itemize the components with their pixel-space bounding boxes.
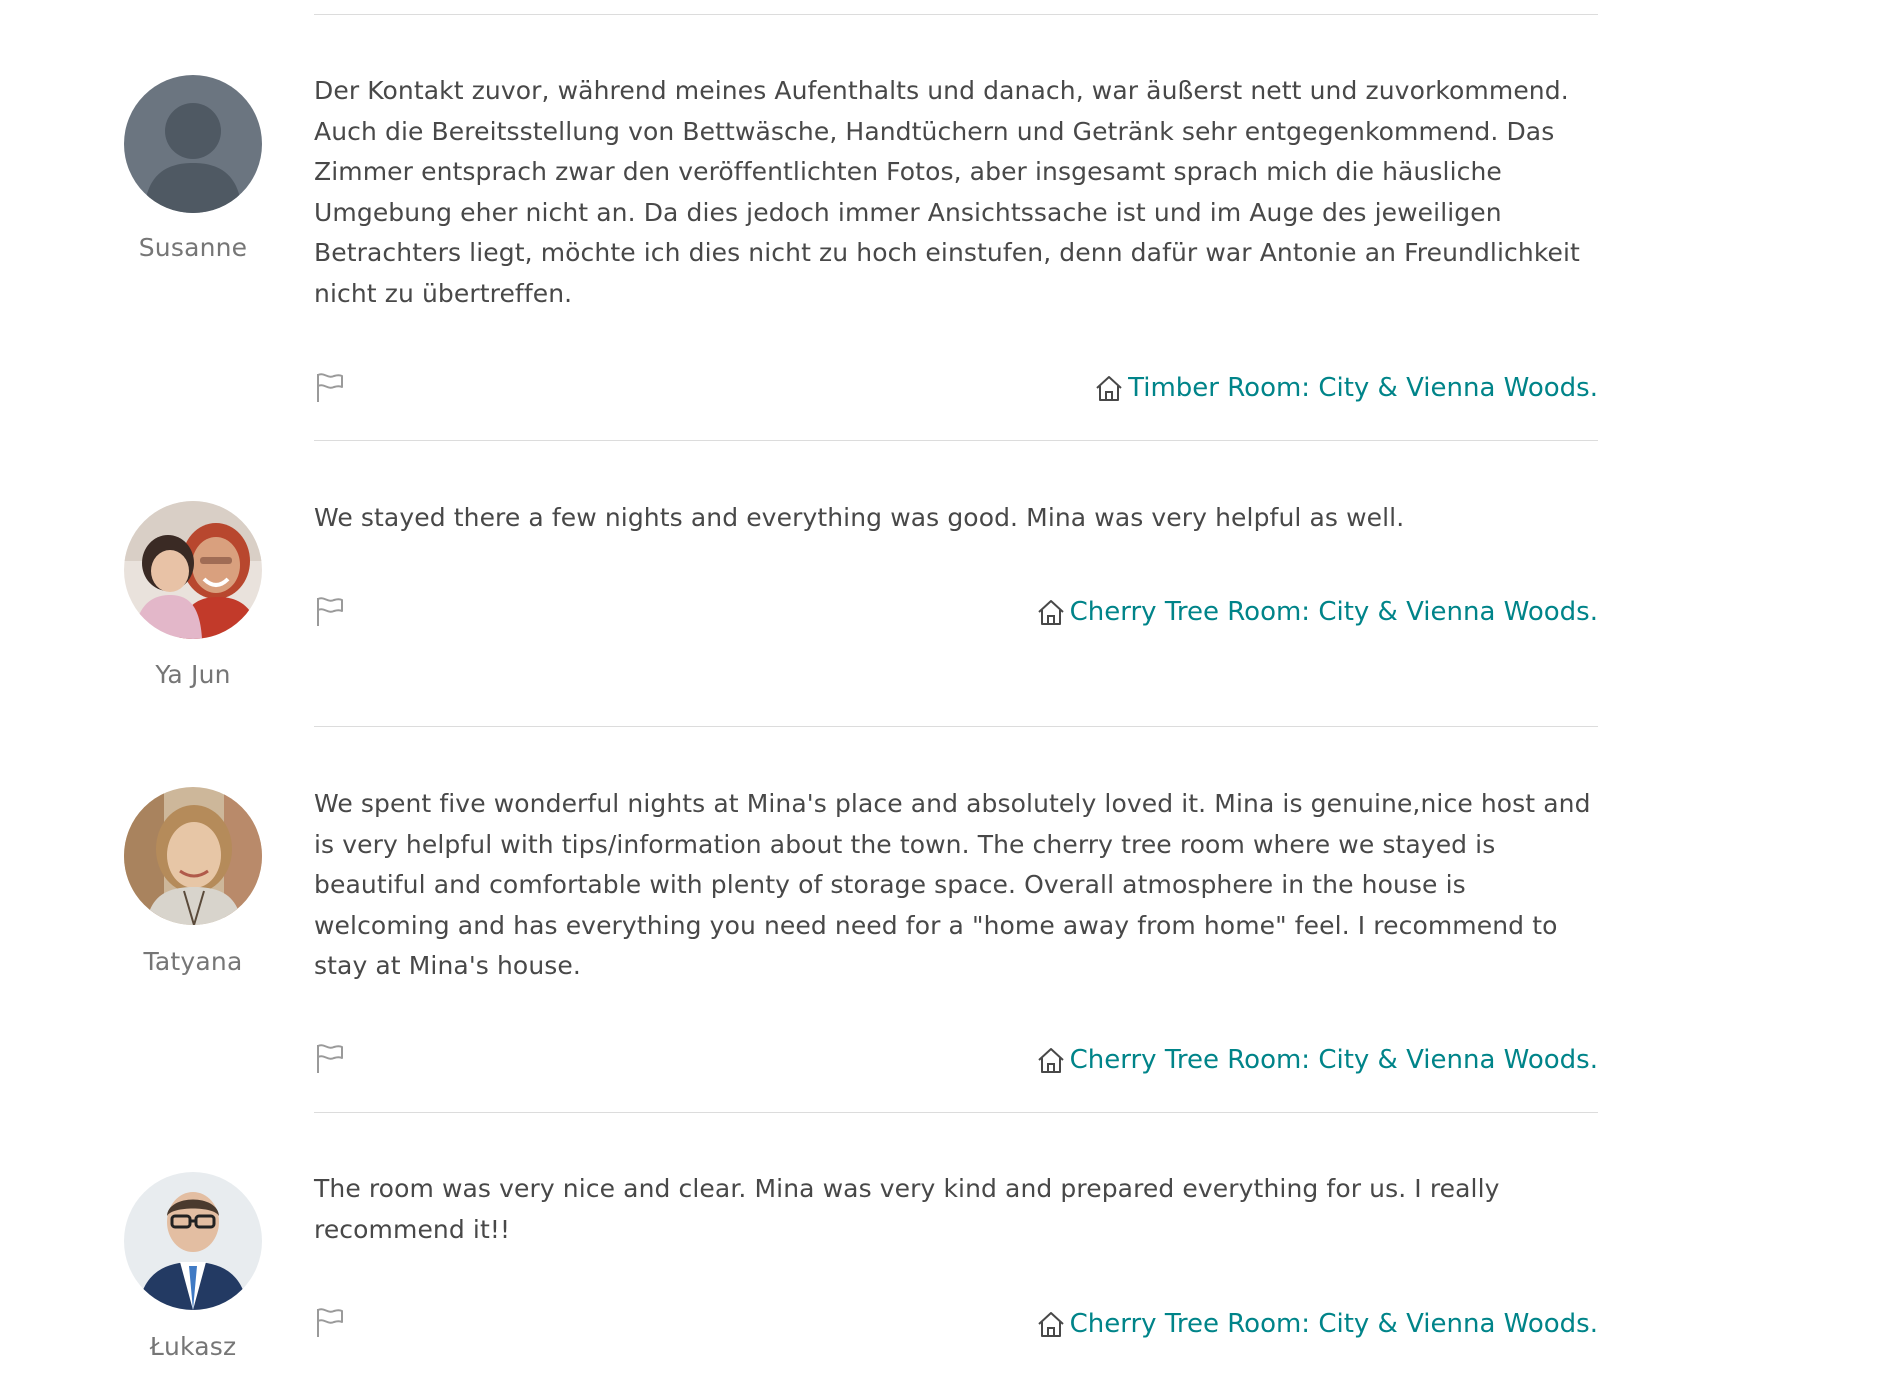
reviewer-name[interactable]: Ya Jun	[155, 660, 231, 689]
home-icon	[1036, 1045, 1066, 1075]
flag-icon[interactable]	[314, 1041, 346, 1075]
reviewer-name[interactable]: Tatyana	[143, 947, 243, 976]
listing-link-label: Cherry Tree Room: City & Vienna Woods.	[1069, 1309, 1598, 1339]
flag-icon[interactable]	[314, 1305, 346, 1339]
reviewer-photo	[124, 501, 262, 639]
review-text: We spent five wonderful nights at Mina's place and absolutely loved it. Mina is genuine,nice host and is very helpful with tips/information about the town. The cherry tree room where we stayed is beautiful and comfortable with plenty of storage space. Overall atmosphere in the house is welcoming and has everything you need need for a "home away from home" feel. I recommend to stay at Mina's house.	[314, 789, 1591, 980]
listing-link-label: Cherry Tree Room: City & Vienna Woods.	[1069, 1045, 1598, 1075]
review-text: We stayed there a few nights and everything was good. Mina was very helpful as well.	[314, 503, 1405, 532]
listing-link-label: Timber Room: City & Vienna Woods.	[1128, 373, 1598, 403]
divider	[314, 726, 1598, 727]
divider	[314, 14, 1598, 15]
reviewer-name[interactable]: Susanne	[138, 233, 248, 262]
listing-link-label: Cherry Tree Room: City & Vienna Woods.	[1069, 597, 1598, 627]
avatar[interactable]	[124, 75, 262, 213]
flag-icon[interactable]	[314, 594, 346, 628]
listing-link[interactable]	[1036, 1309, 1598, 1339]
reviewer-name[interactable]: Łukasz	[149, 1332, 237, 1361]
review-text: The room was very nice and clear. Mina was very kind and prepared everything for us. I really recommend it!!	[314, 1174, 1500, 1244]
review-text: Der Kontakt zuvor, während meines Aufenthalts und danach, war äußerst nett und zuvorkommend. Auch die Bereitsstellung von Bettwäsche, Handtüchern und Getränk sehr entgegenkommend. Das Zimmer entsprach zwar den veröffentlichten Fotos, aber insgesamt sprach mich die häusliche Umgebung eher nicht an. Da dies jedoch immer Ansichtssache ist und im Auge des jeweiligen Betrachters liegt, möchte ich dies nicht zu hoch einstufen, denn dafür war Antonie an Freundlichkeit nicht zu übertreffen.	[314, 76, 1580, 308]
avatar[interactable]	[124, 787, 262, 925]
listing-link[interactable]	[1094, 373, 1598, 403]
divider	[314, 440, 1598, 441]
divider	[314, 1112, 1598, 1113]
listing-link[interactable]	[1036, 1045, 1598, 1075]
reviewer-photo	[124, 787, 262, 925]
home-icon	[1036, 597, 1066, 627]
flag-icon[interactable]	[314, 370, 346, 404]
avatar[interactable]	[124, 501, 262, 639]
reviewer-photo	[124, 1172, 262, 1310]
home-icon	[1036, 1309, 1066, 1339]
home-icon	[1094, 373, 1124, 403]
listing-link[interactable]	[1036, 597, 1598, 627]
default-avatar-icon	[124, 75, 262, 213]
avatar[interactable]	[124, 1172, 262, 1310]
